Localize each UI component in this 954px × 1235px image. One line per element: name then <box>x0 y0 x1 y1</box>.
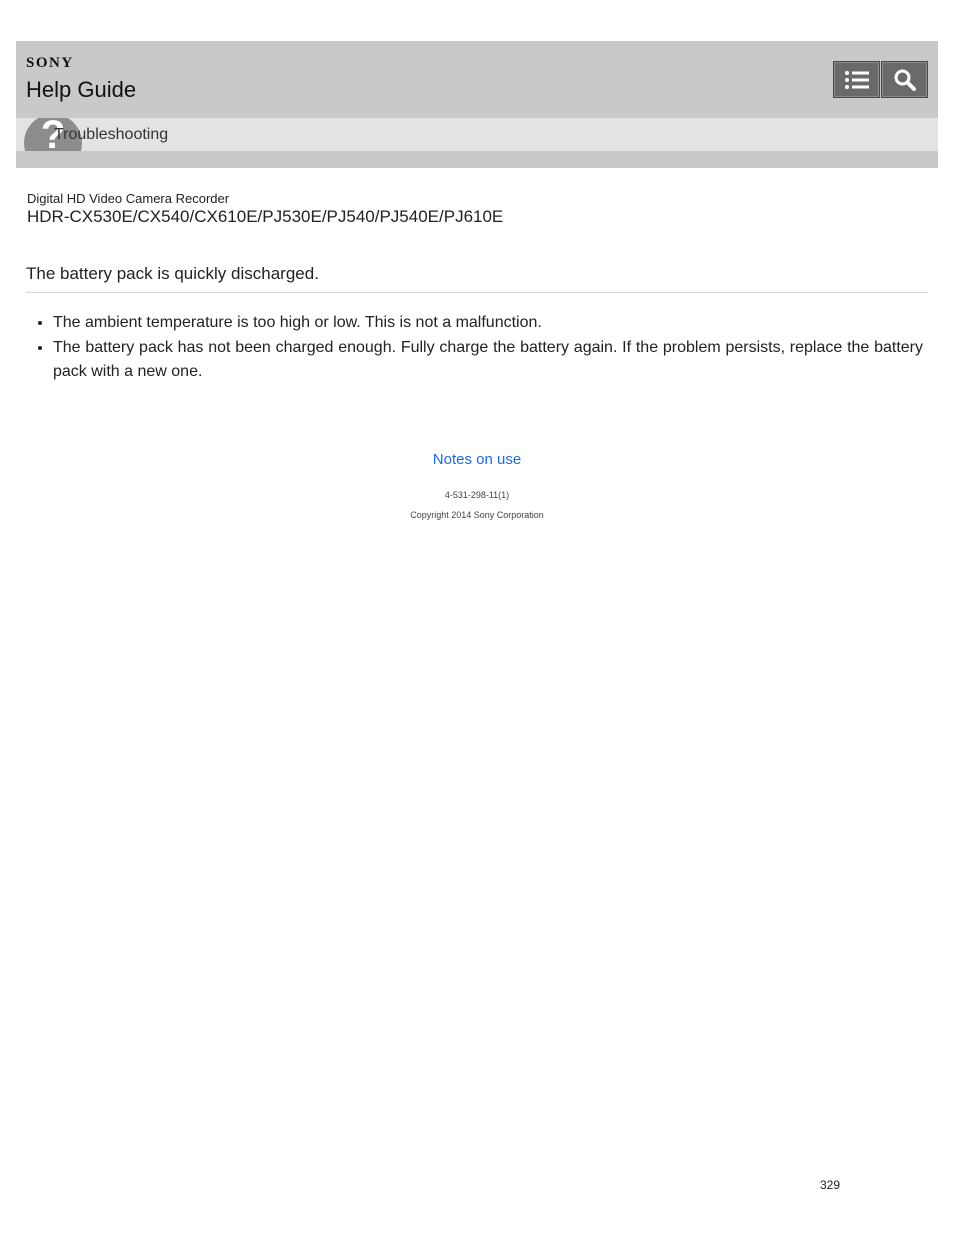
product-category: Digital HD Video Camera Recorder <box>27 191 230 206</box>
breadcrumb-troubleshooting[interactable]: Troubleshooting <box>54 126 169 143</box>
page-title: The battery pack is quickly discharged. <box>26 264 319 283</box>
question-mark-icon: ? <box>24 118 82 151</box>
cause-list <box>26 311 923 385</box>
search-button[interactable] <box>881 61 928 98</box>
list-icon <box>844 69 870 91</box>
header-bar <box>16 41 938 168</box>
toc-button[interactable] <box>833 61 880 98</box>
copyright-notice: Copyright 2014 Sony Corporation <box>410 510 544 520</box>
document-number: 4-531-298-11(1) <box>444 490 510 500</box>
page-number: 329 <box>820 1178 841 1192</box>
title-divider <box>26 292 928 293</box>
list-item: • The ambient temperature is too high or low. This is not a malfunction. <box>53 311 923 335</box>
product-model: HDR-CX530E/CX540/CX610E/PJ530E/PJ540/PJ540E/PJ610E <box>27 207 504 226</box>
guide-title: Help Guide <box>26 77 137 102</box>
notes-on-use-link[interactable]: Notes on use <box>432 451 522 468</box>
brand-logo: SONY <box>26 55 74 71</box>
breadcrumb <box>16 118 938 151</box>
list-item: • The battery pack has not been charged enough. Fully charge the battery again. If the problem persists, replace the battery pack with a new one. <box>53 336 923 384</box>
search-icon <box>893 68 917 92</box>
